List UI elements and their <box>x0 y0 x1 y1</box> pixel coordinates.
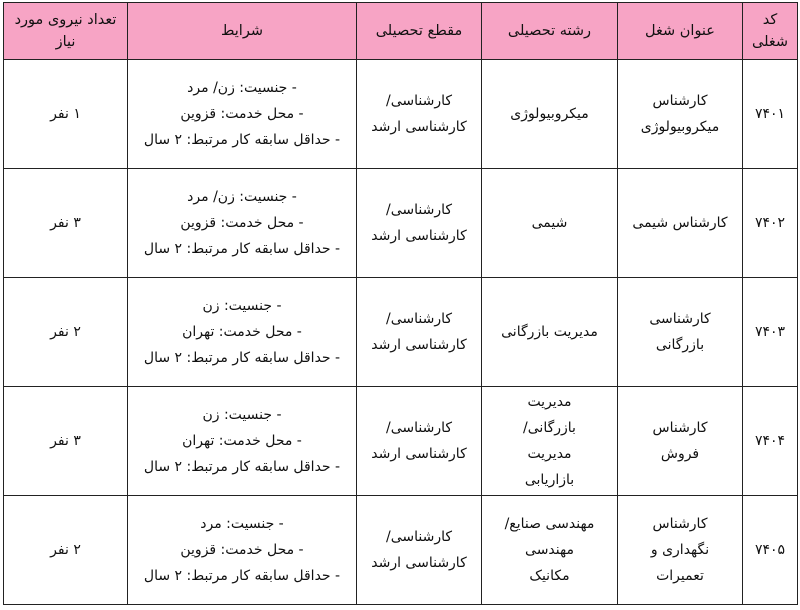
table-row <box>4 387 798 496</box>
cell-degree-line: کارشناسی ارشد <box>371 337 467 353</box>
cell-degree-line: کارشناسی/ <box>385 93 453 109</box>
cell-field-of-study-line: مهندسی صنایع/ <box>504 516 595 532</box>
cell-conditions-line: - جنسیت: زن <box>202 407 282 423</box>
cell-degree-line: کارشناسی/ <box>385 202 453 218</box>
cell-field-of-study-line: شیمی <box>531 215 568 231</box>
cell-field-of-study <box>482 496 618 605</box>
cell-conditions <box>128 496 357 605</box>
header-job-title: عنوان شغل <box>618 3 743 60</box>
cell-degree-line: کارشناسی/ <box>385 311 453 327</box>
cell-degree-line: کارشناسی ارشد <box>371 228 467 244</box>
cell-job-title-line: کارشناسی <box>649 311 711 327</box>
cell-code: ۷۴۰۳ <box>743 278 798 387</box>
cell-conditions-line: - حداقل سابقه کار مرتبط: ۲ سال <box>143 568 341 584</box>
cell-degree <box>357 169 482 278</box>
cell-conditions-line: - حداقل سابقه کار مرتبط: ۲ سال <box>143 132 341 148</box>
header-conditions: شرایط <box>128 3 357 60</box>
cell-conditions-line: - حداقل سابقه کار مرتبط: ۲ سال <box>143 459 341 475</box>
cell-field-of-study-line: مدیریت <box>527 446 572 462</box>
cell-degree <box>357 278 482 387</box>
cell-job-title-line: کارشناس شیمی <box>632 215 728 231</box>
header-row <box>4 3 798 60</box>
cell-conditions-line: - حداقل سابقه کار مرتبط: ۲ سال <box>143 241 341 257</box>
job-openings-table <box>3 2 798 605</box>
cell-required-count: ۳ نفر <box>4 169 128 278</box>
cell-job-title-line: کارشناس <box>652 420 708 436</box>
cell-job-title <box>618 387 743 496</box>
cell-degree-line: کارشناسی ارشد <box>371 555 467 571</box>
cell-job-title <box>618 278 743 387</box>
header-required-count: تعداد نیروی مورد نیاز <box>4 3 128 60</box>
cell-conditions <box>128 387 357 496</box>
table-row <box>4 278 798 387</box>
cell-conditions-line: - محل خدمت: تهران <box>182 433 302 449</box>
cell-job-title-line: فروش <box>660 446 700 462</box>
header-code: کد شغلی <box>743 3 798 60</box>
cell-code: ۷۴۰۵ <box>743 496 798 605</box>
cell-job-title-line: نگهداری و <box>650 542 710 558</box>
cell-code: ۷۴۰۴ <box>743 387 798 496</box>
header-field-of-study: رشته تحصیلی <box>482 3 618 60</box>
cell-conditions <box>128 60 357 169</box>
cell-field-of-study-line: مهندسی <box>525 542 574 558</box>
cell-required-count: ۱ نفر <box>4 60 128 169</box>
cell-field-of-study-line: مدیریت <box>527 394 572 410</box>
cell-conditions-line: - جنسیت: زن <box>202 298 282 314</box>
cell-required-count: ۲ نفر <box>4 496 128 605</box>
cell-field-of-study-line: مدیریت بازرگانی <box>501 324 598 340</box>
cell-conditions-line: - محل خدمت: قزوین <box>180 215 304 231</box>
cell-field-of-study <box>482 169 618 278</box>
cell-job-title <box>618 169 743 278</box>
cell-job-title-line: کارشناس <box>652 93 708 109</box>
header-degree: مقطع تحصیلی <box>357 3 482 60</box>
cell-required-count: ۳ نفر <box>4 387 128 496</box>
cell-degree-line: کارشناسی ارشد <box>371 446 467 462</box>
cell-degree-line: کارشناسی/ <box>385 420 453 436</box>
cell-job-title-line: تعمیرات <box>656 568 704 584</box>
cell-conditions-line: - محل خدمت: قزوین <box>180 106 304 122</box>
cell-field-of-study <box>482 387 618 496</box>
cell-conditions-line: - حداقل سابقه کار مرتبط: ۲ سال <box>143 350 341 366</box>
cell-code: ۷۴۰۲ <box>743 169 798 278</box>
cell-degree-line: کارشناسی ارشد <box>371 119 467 135</box>
cell-conditions-line: - محل خدمت: قزوین <box>180 542 304 558</box>
cell-job-title-line: کارشناس <box>652 516 708 532</box>
cell-field-of-study-line: مکانیک <box>529 568 570 584</box>
cell-conditions-line: - جنسیت: مرد <box>200 516 284 532</box>
cell-required-count: ۲ نفر <box>4 278 128 387</box>
cell-degree <box>357 496 482 605</box>
cell-field-of-study <box>482 60 618 169</box>
cell-degree <box>357 60 482 169</box>
cell-conditions-line: - جنسیت: زن/ مرد <box>187 189 297 205</box>
cell-degree-line: کارشناسی/ <box>385 529 453 545</box>
table-row <box>4 496 798 605</box>
cell-field-of-study <box>482 278 618 387</box>
cell-job-title-line: بازرگانی <box>655 337 705 353</box>
cell-code: ۷۴۰۱ <box>743 60 798 169</box>
table-row <box>4 60 798 169</box>
cell-conditions <box>128 169 357 278</box>
cell-job-title <box>618 60 743 169</box>
cell-job-title-line: میکروبیولوژی <box>640 119 720 135</box>
cell-field-of-study-line: میکروبیولوژی <box>510 106 589 122</box>
cell-conditions-line: - محل خدمت: تهران <box>182 324 302 340</box>
cell-field-of-study-line: بازاریابی <box>524 472 575 488</box>
cell-field-of-study-line: بازرگانی/ <box>523 420 576 436</box>
table-row <box>4 169 798 278</box>
cell-degree <box>357 387 482 496</box>
cell-conditions <box>128 278 357 387</box>
cell-job-title <box>618 496 743 605</box>
cell-conditions-line: - جنسیت: زن/ مرد <box>187 80 297 96</box>
